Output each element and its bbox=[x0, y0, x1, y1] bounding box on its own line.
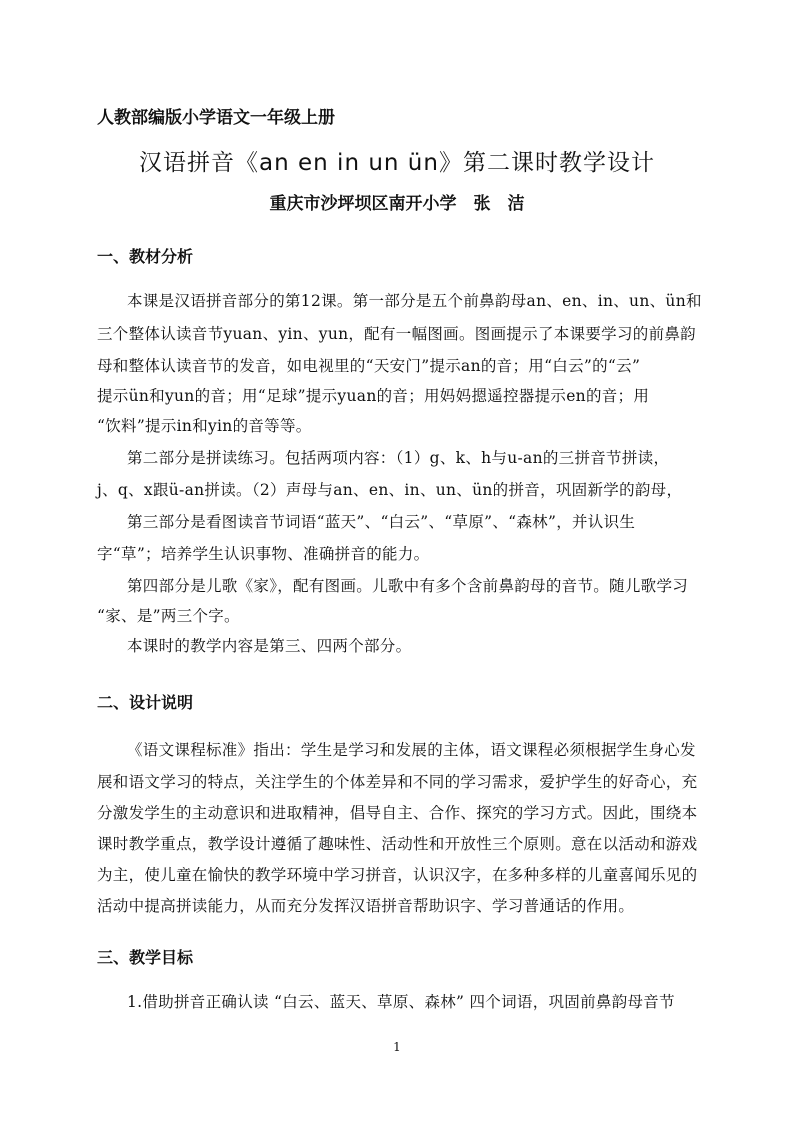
paragraph-line: “饮料”提示in和yin的音等等。 bbox=[97, 417, 312, 435]
paragraph-line: 1.借助拼音正确认读 “白云、蓝天、草原、森林” 四个词语，巩固前鼻韵母音节 bbox=[127, 993, 675, 1011]
paragraph-line: 本课时的教学内容是第三、四两个部分。 bbox=[127, 637, 412, 655]
section-heading-goals: 三、教学目标 bbox=[97, 948, 194, 967]
document-title: 汉语拼音《an en in un ün》第二课时教学设计 bbox=[139, 150, 655, 176]
paragraph-line: 第二部分是拼读练习。包括两项内容：（1）g、k、h与u-an的三拼音节拼读， bbox=[127, 449, 670, 467]
paragraph-line: 提示ün和yun的音；用“足球”提示yuan的音；用妈妈摁遥控器提示en的音；用 bbox=[97, 387, 650, 405]
paragraph-line: j、q、x跟ü-an拼读。（2）声母与an、en、in、un、ün的拼音，巩固新学的韵母， bbox=[97, 481, 683, 499]
author-line: 重庆市沙坪坝区南开小学 张 洁 bbox=[269, 194, 525, 214]
paragraph-line: 展和语文学习的特点，关注学生的个体差异和不同的学习需求，爱护学生的好奇心，充 bbox=[97, 773, 698, 791]
section-heading-design: 二、设计说明 bbox=[97, 693, 194, 712]
paragraph-line: 为主，使儿童在愉快的教学环境中学习拼音，认识汉字，在多种多样的儿童喜闻乐见的 bbox=[97, 866, 698, 884]
paragraph-line: 课时教学重点，教学设计遵循了趣味性、活动性和开放性三个原则。意在以活动和游戏 bbox=[97, 835, 698, 853]
section-heading-analysis: 一、教材分析 bbox=[97, 247, 194, 266]
paragraph-line: 《语文课程标准》指出：学生是学习和发展的主体，语文课程必须根据学生身心发 bbox=[127, 741, 696, 759]
paragraph-line: 第三部分是看图读音节词语“蓝天”、“白云”、“草原”、“森林”，并认识生 bbox=[127, 513, 636, 531]
paragraph-line: 分激发学生的主动意识和进取精神，倡导自主、合作、探究的学习方式。因此，围绕本 bbox=[97, 804, 698, 822]
paragraph-line: 母和整体认读音节的发音，如电视里的“天安门”提示an的音；用“白云”的“云” bbox=[97, 357, 641, 375]
course-label: 人教部编版小学语文一年级上册 bbox=[97, 108, 335, 128]
paragraph-line: 第四部分是儿歌《家》，配有图画。儿歌中有多个含前鼻韵母的音节。随儿歌学习 bbox=[127, 577, 689, 595]
paragraph-line: 字“草”；培养学生认识事物、准确拼音的能力。 bbox=[97, 545, 430, 563]
paragraph-line: “家、是”两三个字。 bbox=[97, 607, 240, 625]
page-number: 1 bbox=[393, 1040, 401, 1054]
paragraph-line: 三个整体认读音节yuan、yin、yun，配有一幅图画。图画提示了本课要学习的前鼻韵 bbox=[97, 325, 696, 343]
paragraph-line: 本课是汉语拼音部分的第12课。第一部分是五个前鼻韵母an、en、in、un、ün和 bbox=[127, 292, 702, 310]
paragraph-line: 活动中提高拼读能力，从而充分发挥汉语拼音帮助识字、学习普通话的作用。 bbox=[97, 897, 635, 915]
